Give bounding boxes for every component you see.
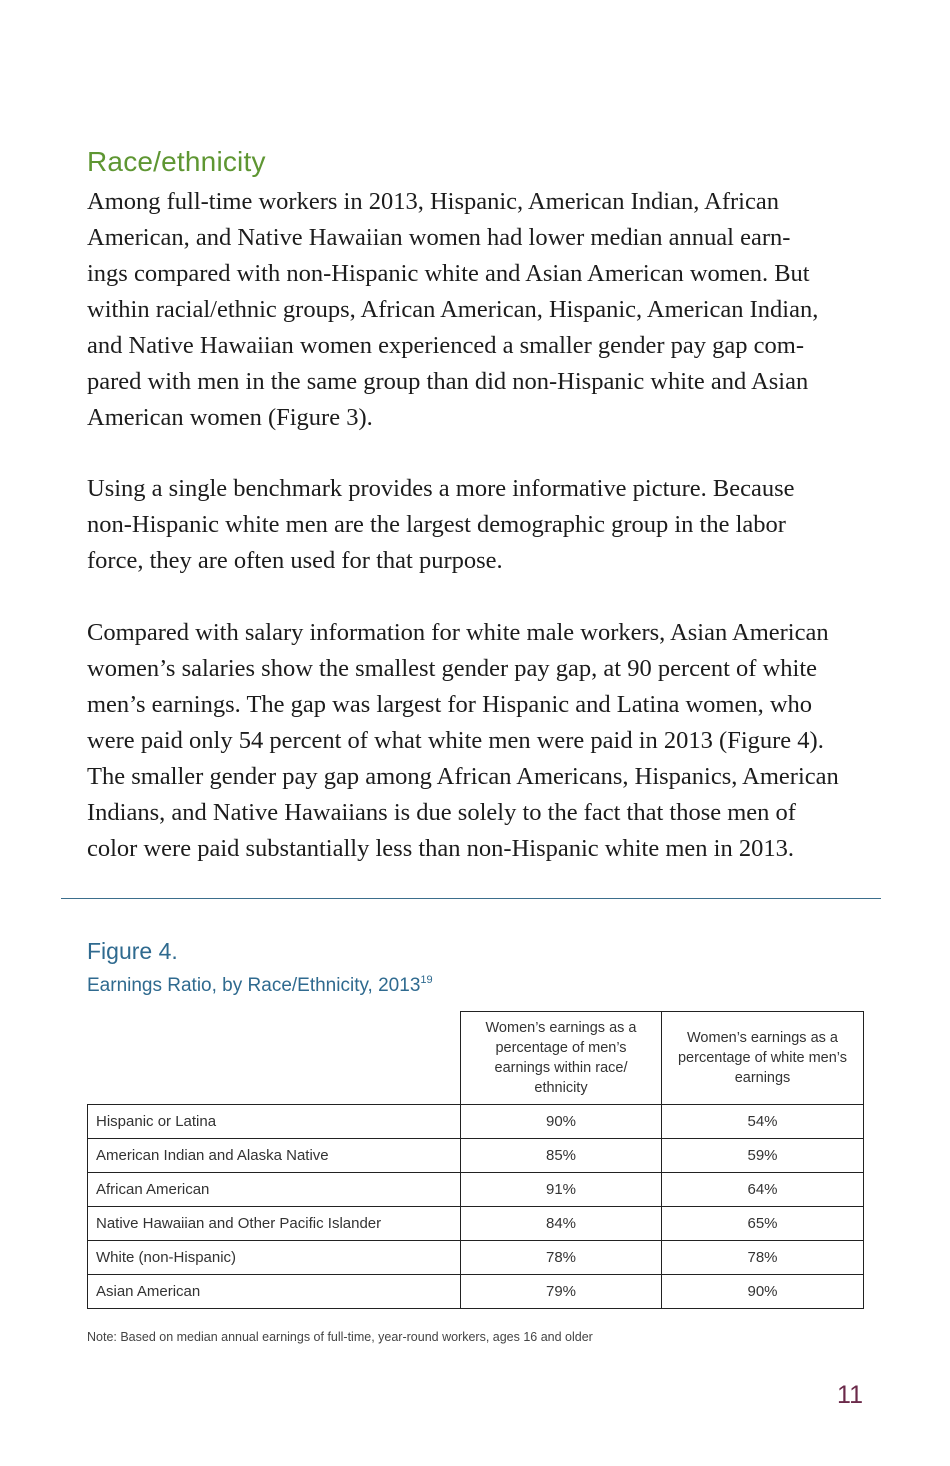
text-line: were paid only 54 percent of what white men were paid in 2013 (Figure 4).: [87, 727, 824, 754]
row-within-group-value: 78%: [461, 1241, 662, 1275]
row-vs-white-men-value: 65%: [662, 1207, 864, 1241]
paragraph-1: [87, 184, 877, 436]
row-vs-white-men-value: 78%: [662, 1241, 864, 1275]
text-line: and Native Hawaiian women experienced a smaller gender pay gap com-: [87, 332, 804, 359]
earnings-ratio-table: [87, 1011, 864, 1309]
figure-title-text: Earnings Ratio, by Race/Ethnicity, 2013: [87, 975, 421, 996]
section-heading: Race/ethnicity: [87, 146, 266, 177]
row-within-group-value: 90%: [461, 1105, 662, 1139]
row-within-group-value: 85%: [461, 1139, 662, 1173]
row-within-group-value: 91%: [461, 1173, 662, 1207]
table-row: [88, 1105, 864, 1139]
text-line: force, they are often used for that purpose.: [87, 547, 503, 574]
row-within-group-value: 84%: [461, 1207, 662, 1241]
footnote-reference: 19: [420, 974, 433, 986]
header-within-group: Women’s earnings as a percentage of men’s earnings within race/ ethnicity: [461, 1012, 662, 1105]
header-blank-cell: [88, 1012, 461, 1105]
text-line: color were paid substantially less than non-Hispanic white men in 2013.: [87, 835, 794, 862]
table-row: [88, 1207, 864, 1241]
table-row: [88, 1139, 864, 1173]
text-line: non-Hispanic white men are the largest demographic group in the labor: [87, 511, 786, 538]
text-line: pared with men in the same group than did non-Hispanic white and Asian: [87, 368, 809, 395]
text-line: American, and Native Hawaiian women had lower median annual earn-: [87, 224, 791, 251]
row-vs-white-men-value: 64%: [662, 1173, 864, 1207]
table-row: [88, 1173, 864, 1207]
row-vs-white-men-value: 90%: [662, 1275, 864, 1309]
table-note: Note: Based on median annual earnings of full-time, year-round workers, ages 16 and older: [87, 1330, 593, 1344]
row-category: American Indian and Alaska Native: [88, 1139, 461, 1173]
text-line: women’s salaries show the smallest gender pay gap, at 90 percent of white: [87, 655, 818, 682]
row-category: White (non-Hispanic): [88, 1241, 461, 1275]
row-vs-white-men-value: 59%: [662, 1139, 864, 1173]
text-line: ings compared with non-Hispanic white and Asian American women. But: [87, 260, 810, 287]
section-divider: [61, 898, 881, 899]
row-category: Hispanic or Latina: [88, 1105, 461, 1139]
paragraph-3: [87, 615, 877, 867]
row-vs-white-men-value: 54%: [662, 1105, 864, 1139]
figure-title: [87, 974, 433, 997]
row-category: Native Hawaiian and Other Pacific Islander: [88, 1207, 461, 1241]
text-line: Among full-time workers in 2013, Hispanic, American Indian, African: [87, 188, 779, 215]
table-row: [88, 1241, 864, 1275]
text-line: American women (Figure 3).: [87, 404, 373, 431]
row-category: Asian American: [88, 1275, 461, 1309]
text-line: Compared with salary information for white male workers, Asian American: [87, 619, 829, 646]
header-vs-white-men: Women’s earnings as a percentage of white men’s earnings: [662, 1012, 864, 1105]
row-within-group-value: 79%: [461, 1275, 662, 1309]
text-line: The smaller gender pay gap among African Americans, Hispanics, American: [87, 763, 839, 790]
page-number: 11: [837, 1381, 863, 1409]
paragraph-2: [87, 471, 877, 579]
table-row: [88, 1275, 864, 1309]
text-line: within racial/ethnic groups, African American, Hispanic, American Indian,: [87, 296, 819, 323]
row-category: African American: [88, 1173, 461, 1207]
table-header-row: [88, 1012, 864, 1105]
text-line: men’s earnings. The gap was largest for Hispanic and Latina women, who: [87, 691, 813, 718]
text-line: Using a single benchmark provides a more informative picture. Because: [87, 475, 795, 502]
figure-label: Figure 4.: [87, 938, 178, 964]
text-line: Indians, and Native Hawaiians is due solely to the fact that those men of: [87, 799, 796, 826]
